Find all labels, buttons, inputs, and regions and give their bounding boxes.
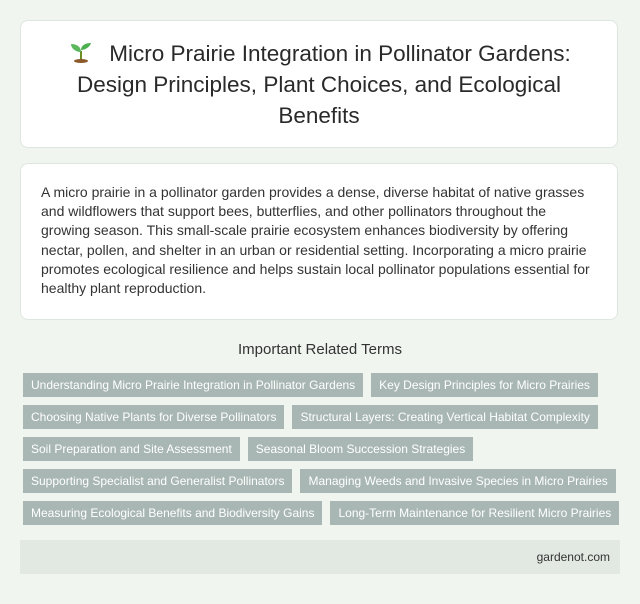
description-text: A micro prairie in a pollinator garden provides a dense, diverse habitat of native grasses and wildflowers that support bees, butterflies, and other pollinators throughout the growing season. This small-scale prairie ecosystem enhances biodiversity by offering nectar, pollen, and shelter in an urban or residential setting. Incorporating a micro prairie promotes ecological resilience and helps sustain local pollinator populations essential for healthy plant reproduction. [41,184,590,297]
related-terms-heading: Important Related Terms [238,341,402,358]
related-term-tag[interactable]: Measuring Ecological Benefits and Biodiversity Gains [23,501,322,525]
related-term-tag[interactable]: Supporting Specialist and Generalist Pollinators [23,469,292,493]
description-card [20,163,618,320]
related-term-tag[interactable]: Long-Term Maintenance for Resilient Micro Prairies [330,501,619,525]
related-term-tag[interactable]: Seasonal Bloom Succession Strategies [248,437,473,461]
related-term-tag[interactable]: Understanding Micro Prairie Integration in Pollinator Gardens [23,373,363,397]
page-title-text: Micro Prairie Integration in Pollinator Gardens: Design Principles, Plant Choices, and Ecological Benefits [76,40,571,128]
title-card [20,20,618,148]
footer-site-link[interactable]: gardenot.com [536,550,610,564]
related-terms-list [23,373,623,525]
footer [20,540,620,574]
page-title [45,38,593,131]
related-term-tag[interactable]: Soil Preparation and Site Assessment [23,437,240,461]
related-term-tag[interactable]: Key Design Principles for Micro Prairies [371,373,598,397]
sprout-icon [67,41,95,63]
related-term-tag[interactable]: Choosing Native Plants for Diverse Pollinators [23,405,284,429]
related-term-tag[interactable]: Managing Weeds and Invasive Species in Micro Prairies [300,469,615,493]
related-term-tag[interactable]: Structural Layers: Creating Vertical Habitat Complexity [292,405,597,429]
